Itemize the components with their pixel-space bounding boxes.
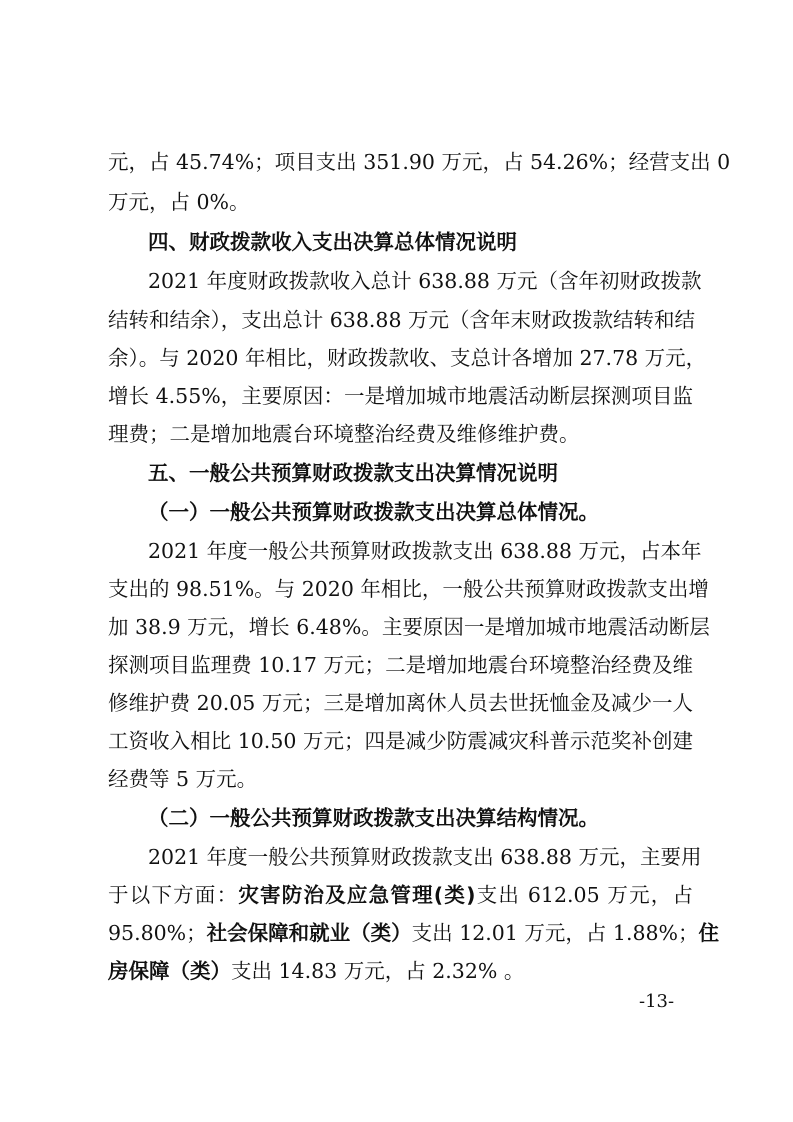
text-segment: 支出 12.01 万元，占 1.88%； bbox=[411, 921, 699, 945]
page-number: -13- bbox=[639, 991, 675, 1012]
section-heading-4: 四、财政拨款收入支出决算总体情况说明 bbox=[148, 230, 517, 254]
category-bold: 房保障（类） bbox=[108, 959, 231, 983]
category-bold: 社会保障和就业（类） bbox=[206, 921, 412, 945]
text-segment: 于以下方面： bbox=[108, 883, 239, 907]
category-bold: 住 bbox=[698, 921, 720, 945]
section-heading-5: 五、一般公共预算财政拨款支出决算情况说明 bbox=[148, 461, 558, 485]
body-line: 增长 4.55%，主要原因：一是增加城市地震活动断层探测项目监 bbox=[108, 384, 693, 408]
body-line: 支出的 98.51%。与 2020 年相比，一般公共预算财政拨款支出增 bbox=[108, 577, 709, 601]
body-line: 余）。与 2020 年相比，财政拨款收、支总计各增加 27.78 万元， bbox=[108, 346, 707, 370]
category-bold: 灾害防治及应急管理(类) bbox=[238, 883, 476, 907]
body-line: 2021 年度财政拨款收入总计 638.88 万元（含年初财政拨款 bbox=[148, 269, 702, 293]
body-line: 修维护费 20.05 万元；三是增加离休人员去世抚恤金及减少一人 bbox=[108, 691, 693, 715]
subsection-heading-2: （二）一般公共预算财政拨款支出决算结构情况。 bbox=[148, 806, 599, 830]
body-line: 元，占 45.74%；项目支出 351.90 万元，占 54.26%；经营支出 0 bbox=[108, 150, 731, 174]
body-line: 加 38.9 万元，增长 6.48%。主要原因一是增加城市地震活动断层 bbox=[108, 615, 710, 639]
body-line: 工资收入相比 10.50 万元；四是减少防震减灾科普示范奖补创建 bbox=[108, 729, 693, 753]
body-line: 2021 年度一般公共预算财政拨款支出 638.88 万元，占本年 bbox=[148, 539, 702, 563]
body-line: 2021 年度一般公共预算财政拨款支出 638.88 万元，主要用 bbox=[148, 845, 702, 869]
body-line-mixed bbox=[108, 876, 693, 914]
body-line: 万元，占 0%。 bbox=[108, 190, 250, 214]
body-line-mixed bbox=[108, 952, 693, 990]
body-line: 理费；二是增加地震台环境整治经费及维修维护费。 bbox=[108, 422, 580, 446]
text-segment: 支出 14.83 万元，占 2.32% 。 bbox=[231, 959, 525, 983]
text-segment: 支出 612.05 万元，占 bbox=[475, 883, 694, 907]
body-line: 探测项目监理费 10.17 万元；二是增加地震台环境整治经费及维 bbox=[108, 653, 693, 677]
text-segment: 95.80%； bbox=[108, 921, 207, 945]
body-line-mixed bbox=[108, 914, 720, 952]
body-line: 结转和结余），支出总计 638.88 万元（含年末财政拨款结转和结 bbox=[108, 308, 696, 332]
subsection-heading-1: （一）一般公共预算财政拨款支出决算总体情况。 bbox=[148, 500, 599, 524]
body-line: 经费等 5 万元。 bbox=[108, 767, 258, 791]
